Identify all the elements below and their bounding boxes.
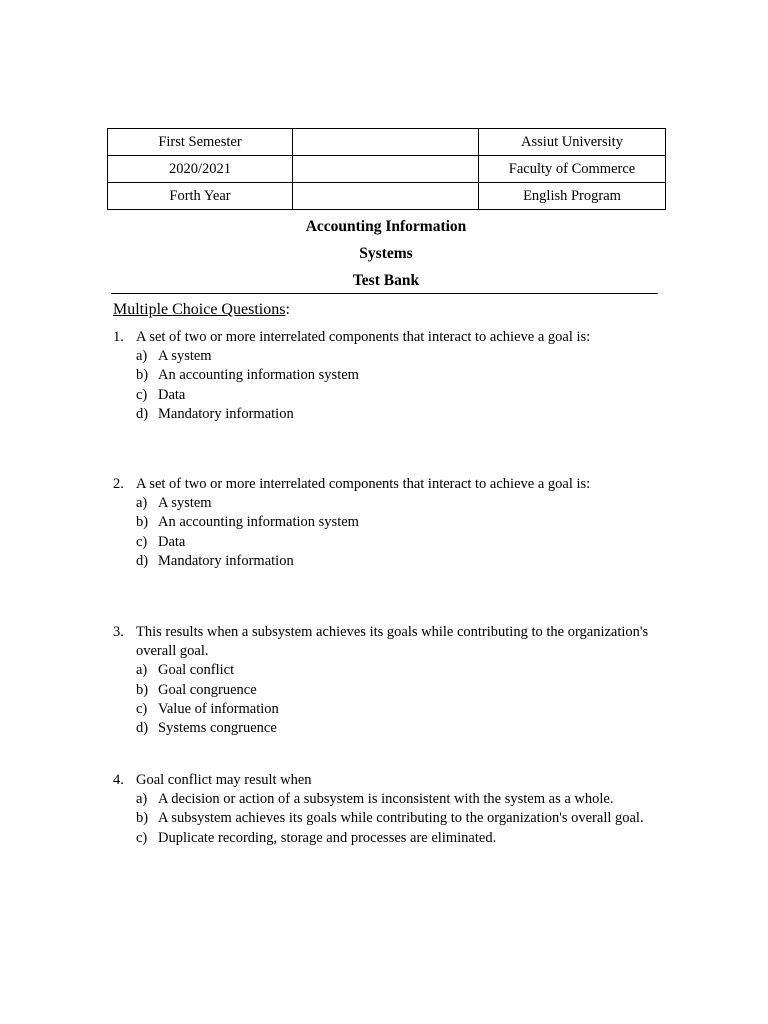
option-text: Duplicate recording, storage and processes are eliminated. [158,829,497,846]
option-letter: a) [136,791,148,808]
option-letter: c) [136,533,148,550]
header-cell-program: English Program [479,183,666,210]
answer-option [136,809,653,828]
header-row [108,183,666,210]
horizontal-rule [111,293,658,294]
option-letter: a) [136,348,148,365]
section-heading [113,302,290,318]
answer-option [136,494,653,513]
question-number: 3. [113,624,124,640]
answer-option [136,366,653,385]
header-cell-empty [293,183,479,210]
option-letter: c) [136,386,148,403]
answer-option [136,513,653,532]
section-heading-text: Multiple Choice Questions [113,301,286,318]
option-text: Systems congruence [158,720,277,737]
document-title-line-1: Accounting Information [305,218,467,235]
option-text: A system [158,495,212,512]
header-table [107,128,666,210]
document-title-line-2: Systems [359,245,413,262]
option-text: A system [158,348,212,365]
option-letter: a) [136,662,148,679]
header-cell-empty [293,129,479,156]
header-cell-faculty: Faculty of Commerce [479,156,666,183]
question-number: 4. [113,772,124,788]
answer-option [136,405,653,424]
question-2 [113,475,653,571]
option-letter: c) [136,829,148,846]
question-number: 1. [113,329,124,345]
answer-option [136,661,653,680]
option-letter: b) [136,367,149,384]
option-letter: b) [136,514,149,531]
header-row [108,129,666,156]
question-stem [113,623,653,661]
question-stem [113,475,653,494]
option-letter: d) [136,552,149,569]
question-number: 2. [113,476,124,492]
option-letter: c) [136,700,148,717]
option-letter: b) [136,810,149,827]
answer-option [136,533,653,552]
header-cell-empty [293,156,479,183]
option-letter: b) [136,681,149,698]
option-text: Mandatory information [158,552,294,569]
header-cell-semester: First Semester [108,129,293,156]
question-text: A set of two or more interrelated components that interact to achieve a goal is: [136,476,591,492]
option-text: An accounting information system [158,514,359,531]
question-1 [113,328,653,424]
option-letter: a) [136,495,148,512]
question-stem [113,771,653,790]
question-text: This results when a subsystem achieves its goals while contributing to the organization's overall goal. [136,624,649,660]
option-text: Goal congruence [158,681,257,698]
answer-option [136,790,653,809]
option-text: A decision or action of a subsystem is inconsistent with the system as a whole. [158,791,614,808]
option-text: An accounting information system [158,367,359,384]
section-heading-colon: : [285,301,290,318]
question-text: A set of two or more interrelated components that interact to achieve a goal is: [136,329,591,345]
question-text: Goal conflict may result when [136,772,312,788]
answer-option [136,829,653,848]
answer-option [136,386,653,405]
option-text: A subsystem achieves its goals while contributing to the organization's overall goal. [158,810,644,827]
answer-option [136,681,653,700]
option-text: Value of information [158,700,279,717]
header-cell-university: Assiut University [479,129,666,156]
answer-option [136,347,653,366]
option-text: Goal conflict [158,662,235,679]
question-4 [113,771,653,848]
option-text: Data [158,386,186,403]
option-text: Data [158,533,186,550]
option-text: Mandatory information [158,405,294,422]
header-cell-year: 2020/2021 [108,156,293,183]
question-stem [113,328,653,347]
document-title-line-3: Test Bank [352,272,420,289]
option-letter: d) [136,720,149,737]
header-row [108,156,666,183]
option-letter: d) [136,405,149,422]
header-cell-level: Forth Year [108,183,293,210]
answer-option [136,552,653,571]
answer-option [136,719,653,738]
question-3 [113,623,653,738]
answer-option [136,700,653,719]
